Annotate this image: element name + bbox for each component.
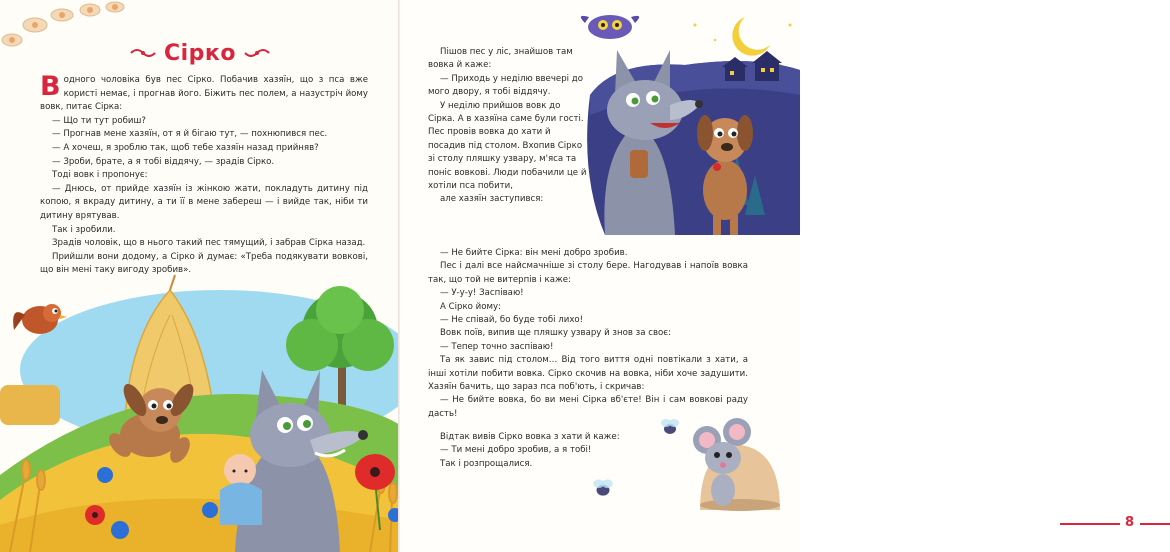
paragraph: — Тепер точно заспіваю! [440,341,554,352]
mouse-character-icon [685,410,790,510]
left-page [0,0,400,552]
fly-icon [590,475,616,501]
first-paragraph-text: одного чоловіка був пес Сірко. Побачив хазяїн, що з пса вже користі немає, і прогнав його. Біжить пес полем, а назустріч йому вовк, питає Сірка: [40,75,368,113]
paragraph: — Не бийте Сірка: він мені добро зробив. [440,248,628,258]
left-text-column [40,71,368,278]
paragraph: Та як завис під столом… Від того виття одні повтікали з хати, а інші хотіли побити вовка. Сірко скочив на вовка, ніби хоче задушити. Хазяїн бачить, що зараз пса поб'ють, і скричав: [428,355,748,393]
paragraph: — Не бийте вовка, бо ви мені Сірка вб'єте! Він і сам вовкові раду дасть! [428,395,748,419]
right-text-column-bottom [428,431,658,471]
paragraph: Пес і далі все найсмачніше зі столу бере. Нагодував і напоїв вовка так, що той не витерпів і каже: [428,261,748,285]
paragraph: — Що ти тут робиш? [52,115,146,126]
right-page [400,0,1135,552]
title-row [115,38,285,68]
title-ornament-right-icon [244,47,270,59]
paragraph: — Приходь у неділю ввечері до мого двору, я тобі віддячу. [428,73,583,98]
paragraph: Прийшли вони додому, а Сірко й думає: «Треба подякувати вовкові, що він мені таку вигоду зробив». [40,251,368,276]
paragraph: — Зроби, брате, а я тобі віддячу, — зрадів Сірко. [52,156,275,167]
page-number-line-right [1140,523,1170,525]
drop-cap: В [40,71,61,102]
paragraph: Зрадів чоловік, що в нього такий пес тямущий, і забрав Сірка назад. [52,238,366,249]
story-title: Сірко [164,40,236,66]
night-scene-illustration [575,5,800,235]
page-number: 8 [1125,515,1135,530]
right-text-column-middle [428,247,748,421]
fly-icon [658,415,682,439]
paragraph: — У-у-у! Заспіваю! [440,288,524,299]
owl-icon [581,15,639,39]
paragraph: але хазяїн заступився: [440,194,544,205]
paragraph: Пішов пес у ліс, знайшов там вовка й каже: [428,47,573,71]
first-paragraph [40,71,368,115]
paragraph: Вовк поїв, випив ще пляшку узвару й знов за своє: [440,328,671,339]
right-text-column-top [428,46,588,207]
paragraph: Так і зробили. [52,224,116,235]
paragraph: Тоді вовк і пропонує: [52,170,148,181]
paragraph: У неділю прийшов вовк до Сірка. А в хазяїна саме були гості. Пес провів вовка до хати й посадив під столом. Вхопив Сірко зі столу пляшку узвару, м'яса та поніс вовкові. Люди побачили це й хотіли пса побити, [428,100,587,192]
paragraph: — А хочеш, я зроблю так, щоб тебе хазяїн назад прийняв? [52,142,319,153]
moon-icon [732,17,770,56]
field-scene-illustration [0,275,400,552]
poppy-flower-icon [85,505,105,525]
paragraph: — Прогнав мене хазяїн, от я й бігаю тут, — похнюпився пес. [52,129,328,140]
paragraph: Так і розпрощалися. [440,458,533,469]
poppy-flower-icon [350,450,400,530]
paragraph: А Сірко йому: [440,301,501,312]
title-ornament-left-icon [130,47,156,59]
page-number-line-left [1060,523,1120,525]
paragraph: Відтак вивів Сірко вовка з хати й каже: [440,432,620,442]
paragraph: — Не співай, бо буде тобі лихо! [440,315,584,326]
paragraph: — Ти мені добро зробив, а я тобі! [440,445,592,456]
paragraph: — Днюсь, от прийде хазяїн із жінкою жати, покладуть дитину під копою, я вкраду дитину, а ти її в мене забереш — і вийде так, ніби ти дитину врятував. [40,183,368,221]
